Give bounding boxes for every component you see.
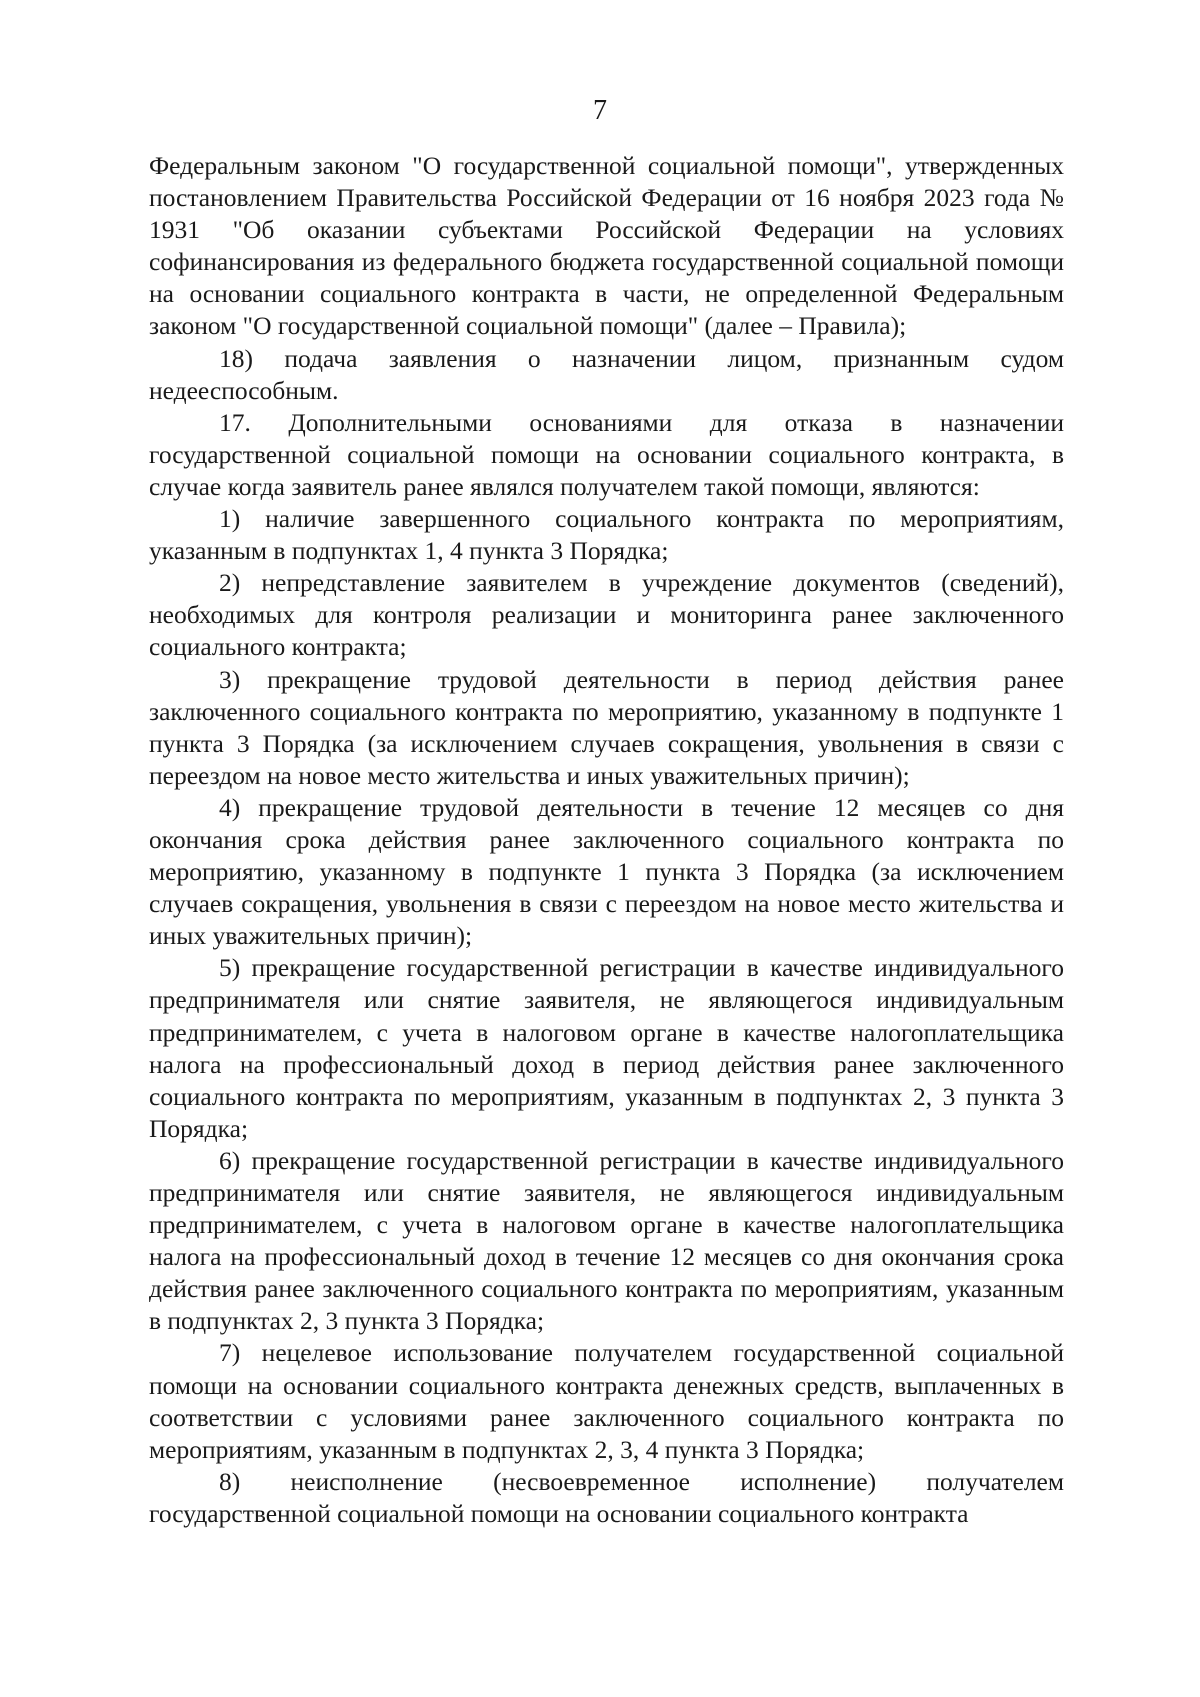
paragraph-item-5: 5) прекращение государственной регистрации в качестве индивидуального предпринимателя или снятие заявителя, не являющегося индивидуальным предпринимателем, с учета в налоговом органе в качестве налогоплательщика налога на профессиональный доход в период действия ранее заключенного социального контракта по мероприятиям, указанным в подпунктах 2, 3 пункта 3 Порядка; [149, 953, 1064, 1143]
paragraph-item-1: 1) наличие завершенного социального контракта по мероприятиям, указанным в подпунктах 1, 4 пункта 3 Порядка; [149, 504, 1064, 566]
paragraph-item-6: 6) прекращение государственной регистрации в качестве индивидуального предпринимателя или снятие заявителя, не являющегося индивидуальным предпринимателем, с учета в налоговом органе в качестве налогоплательщика налога на профессиональный доход в течение 12 месяцев со дня окончания срока действия ранее заключенного социального контракта по мероприятиям, указанным в подпунктах 2, 3 пункта 3 Порядка; [149, 1145, 1064, 1336]
paragraph-item-7: 7) нецелевое использование получателем государственной социальной помощи на основании социального контракта денежных средств, выплаченных в соответствии с условиями ранее заключенного социального контракта по мероприятиям, указанным в подпунктах 2, 3, 4 пункта 3 Порядка; [149, 1338, 1064, 1464]
paragraph-item-4: 4) прекращение трудовой деятельности в течение 12 месяцев со дня окончания срока действия ранее заключенного социального контракта по мероприятию, указанному в подпункте 1 пункта 3 Порядка (за исключением случаев сокращения, увольнения в связи с переездом на новое место жительства и иных уважительных причин); [149, 792, 1064, 951]
paragraph-continuation: Федеральным законом "О государственной социальной помощи", утвержденных постановлением Правительства Российской Федерации от 16 ноября 2023 года № 1931 "Об оказании субъектами Российской Федерации на условиях софинансирования из федерального бюджета государственной социальной помощи на основании социального контракта в части, не определенной Федеральным законом "О государственной социальной помощи" (далее – Правила); [149, 151, 1064, 341]
paragraph-item-2: 2) непредставление заявителем в учреждение документов (сведений), необходимых для контроля реализации и мониторинга ранее заключенного социального контракта; [149, 568, 1064, 662]
document-body [149, 150, 1064, 1530]
paragraph-item-8: 8) неисполнение (несвоевременное исполнение) получателем государственной социальной помощи на основании социального контракта [149, 1466, 1064, 1528]
paragraph-section-17: 17. Дополнительными основаниями для отказа в назначении государственной социальной помощи на основании социального контракта, в случае когда заявитель ранее являлся получателем такой помощи, являются: [149, 407, 1064, 501]
paragraph-item-18: 18) подача заявления о назначении лицом, признанным судом недееспособным. [149, 343, 1064, 405]
paragraph-item-3: 3) прекращение трудовой деятельности в период действия ранее заключенного социального контракта по мероприятию, указанному в подпункте 1 пункта 3 Порядка (за исключением случаев сокращения, увольнения в связи с переездом на новое место жительства и иных уважительных причин); [149, 664, 1064, 790]
page-number: 7 [593, 95, 607, 126]
